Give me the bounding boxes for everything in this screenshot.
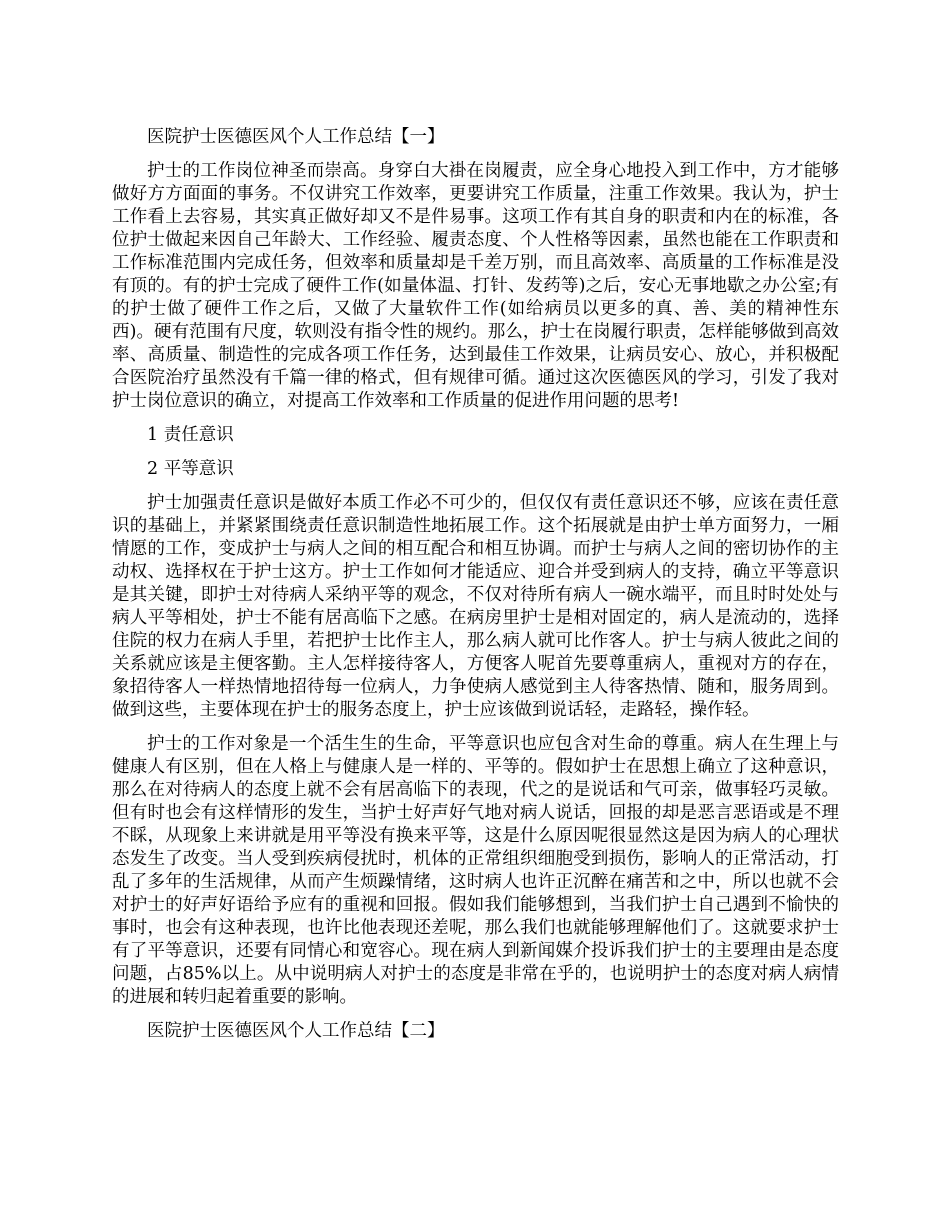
- list-item-responsibility: 1 责任意识: [147, 425, 234, 445]
- respect-paragraph: 护士的工作对象是一个活生生的生命，平等意识也应包含对生命的尊重。病人在生理上与健康人有区别，但在人格上与健康人是一样的、平等的。假如护士在思想上确立了这种意识，那么在对待病人的态度上就不会有居高临下的表现，代之的是说话和气可亲，做事轻巧灵敏。但有时也会有这样情形的发生，当护士好声好气地对病人说话，回报的却是恶言恶语或是不理不睬，从现象上来讲就是用平等没有换来平等，这是什么原因呢很显然这是因为病人的心理状态发生了改变。当人受到疾病侵扰时，机体的正常组织细胞受到损伤，影响人的正常活动，打乱了多年的生活规律，从而产生烦躁情绪，这时病人也许正沉醉在痛苦和之中，所以也就不会对护士的好声好语给予应有的重视和回报。假如我们能够想到，当我们护士自己遇到不愉快的事时，也会有这种表现，也许比他表现还差呢，那么我们也就能够理解他们了。这就要求护士有了平等意识，还要有同情心和宽容心。现在病人到新闻媒介投诉我们护士的主要理由是态度问题，占85%以上。从中说明病人对护士的态度是非常在乎的，也说明护士的态度对病人病情的进展和转归起着重要的影响。: [112, 734, 839, 1007]
- section-heading-two: 医院护士医德医风个人工作总结【二】: [147, 1021, 445, 1041]
- equality-paragraph: 护士加强责任意识是做好本质工作必不可少的，但仅仅有责任意识还不够，应该在责任意识的基础上，并紧紧围绕责任意识制造性地拓展工作。这个拓展就是由护士单方面努力，一厢情愿的工作，变成护士与病人之间的相互配合和相互协调。而护士与病人之间的密切协作的主动权、选择权在于护士这方。护士工作如何才能适应、迎合并受到病人的支持，确立平等意识是其关键，即护士对待病人采纳平等的观念，不仅对待所有病人一碗水端平，而且时时处处与病人平等相处，护士不能有居高临下之感。在病房里护士是相对固定的，病人是流动的，选择住院的权力在病人手里，若把护士比作主人，那么病人就可比作客人。护士与病人彼此之间的关系就应该是主便客勤。主人怎样接待客人，方便客人呢首先要尊重病人，重视对方的存在，象招待客人一样热情地招待每一位病人，力争使病人感觉到主人待客热情、随和，服务周到。做到这些，主要体现在护士的服务态度上，护士应该做到说话轻，走路轻，操作轻。: [112, 493, 839, 720]
- intro-paragraph: 护士的工作岗位神圣而崇高。身穿白大褂在岗履责，应全身心地投入到工作中，方才能够做好方方面面的事务。不仅讲究工作效率，更要讲究工作质量，注重工作效果。我认为，护士工作看上去容易，其实真正做好却又不是件易事。这项工作有其自身的职责和内在的标准，各位护士做起来因自己年龄大、工作经验、履责态度、个人性格等因素，虽然也能在工作职责和工作标准范围内完成任务，但效率和质量却是千差万别，而且高效率、高质量的工作标准是没有顶的。有的护士完成了硬件工作(如量体温、打针、发药等)之后，安心无事地歇之办公室;有的护士做了硬件工作之后，又做了大量软件工作(如给病员以更多的真、善、美的精神性东西)。硬有范围有尺度，软则没有指令性的规约。那么，护士在岗履行职责，怎样能够做到高效率、高质量、制造性的完成各项工作任务，达到最佳工作效果，让病员安心、放心，并积极配合医院治疗虽然没有千篇一律的格式，但有规律可循。通过这次医德医风的学习，引发了我对护士岗位意识的确立，对提高工作效率和工作质量的促进作用问题的思考!: [112, 161, 839, 411]
- document-page: [112, 120, 839, 1054]
- section-heading-one: 医院护士医德医风个人工作总结【一】: [147, 127, 445, 147]
- list-item-equality: 2 平等意识: [147, 459, 234, 479]
